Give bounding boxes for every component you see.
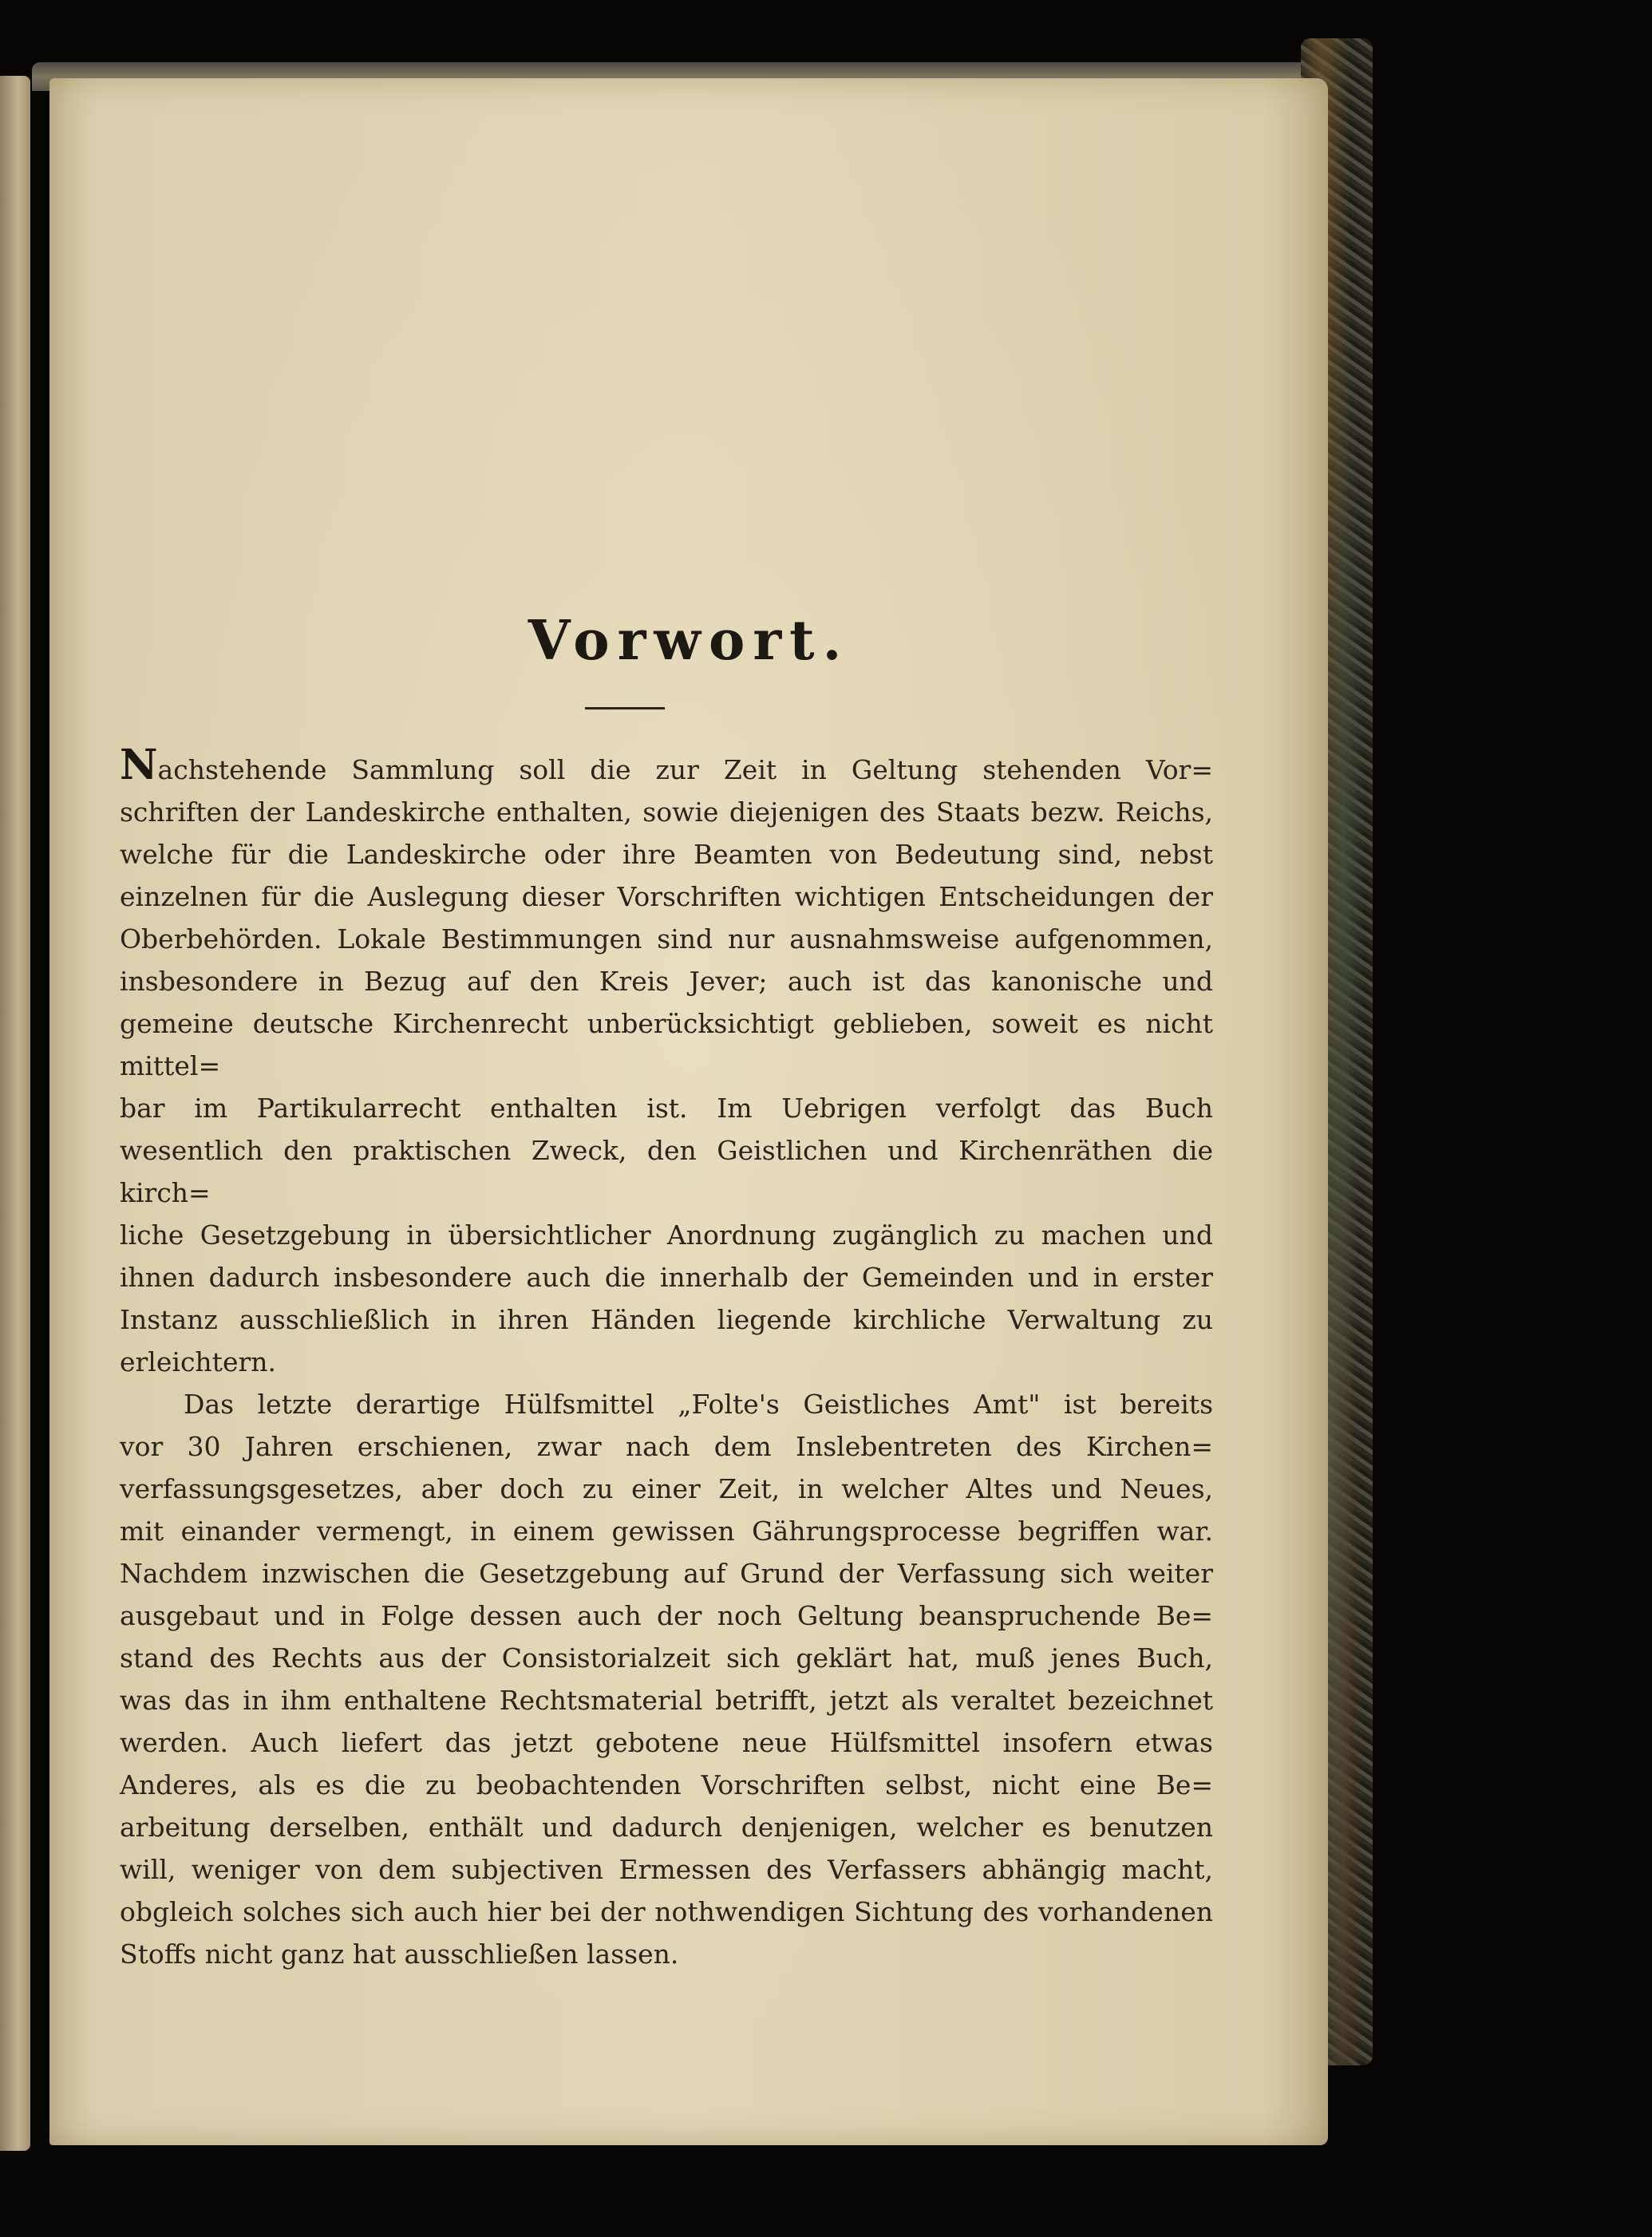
text-line: Nachdem inzwischen die Gesetzgebung auf Grund der Verfassung sich weiter [120, 1558, 1213, 1589]
page-heading: Vorwort. [528, 609, 850, 673]
book-page [49, 78, 1328, 2145]
text-line: Nachstehende Sammlung soll die zur Zeit in Geltung stehenden Vor= [120, 741, 1213, 789]
text-line: obgleich solches sich auch hier bei der nothwendigen Sichtung des vorhandenen [120, 1896, 1213, 1927]
text-line: ausgebaut und in Folge dessen auch der noch Geltung beanspruchende Be= [120, 1600, 1213, 1631]
paragraph-1 [120, 741, 1213, 1383]
facing-page-edge [0, 76, 30, 2151]
text-line: erleichtern. [120, 1346, 276, 1377]
drop-cap: N [120, 741, 158, 789]
heading-rule [585, 707, 665, 709]
text-line: stand des Rechts aus der Consistorialzeit sich geklärt hat, muß jenes Buch, [120, 1642, 1213, 1674]
text-line: ihnen dadurch insbesondere auch die innerhalb der Gemeinden und in erster [120, 1262, 1213, 1293]
text-line: Oberbehörden. Lokale Bestimmungen sind nur ausnahmsweise aufgenommen, [120, 923, 1213, 954]
text-line: Instanz ausschließlich in ihren Händen liegende kirchliche Verwaltung zu [120, 1304, 1213, 1335]
text-line: schriften der Landeskirche enthalten, sowie diejenigen des Staats bezw. Reichs, [120, 796, 1213, 828]
text-line: einzelnen für die Auslegung dieser Vorschriften wichtigen Entscheidungen der [120, 881, 1213, 912]
text-line: vor 30 Jahren erschienen, zwar nach dem Inslebentreten des Kirchen= [120, 1431, 1213, 1462]
text-line: insbesondere in Bezug auf den Kreis Jever; auch ist das kanonische und [120, 966, 1213, 997]
text-line: bar im Partikularrecht enthalten ist. Im Uebrigen verfolgt das Buch [120, 1093, 1213, 1124]
text-line: werden. Auch liefert das jetzt gebotene neue Hülfsmittel insofern etwas [120, 1727, 1213, 1758]
text-line: verfassungsgesetzes, aber doch zu einer Zeit, in welcher Altes und Neues, [120, 1473, 1213, 1504]
preface-text [120, 741, 1213, 1975]
text-line: will, weniger von dem subjectiven Ermessen des Verfassers abhängig macht, [120, 1854, 1213, 1885]
text-line: was das in ihm enthaltene Rechtsmaterial betrifft, jetzt als veraltet bezeichnet [120, 1685, 1213, 1716]
text-line: gemeine deutsche Kirchenrecht unberücksichtigt geblieben, soweit es nicht mittel= [120, 1008, 1213, 1081]
text-line: mit einander vermengt, in einem gewissen Gährungsprocesse begriffen war. [120, 1516, 1213, 1547]
text-line: arbeitung derselben, enthält und dadurch denjenigen, welcher es benutzen [120, 1812, 1213, 1843]
text-line: wesentlich den praktischen Zweck, den Geistlichen und Kirchenräthen die kirch= [120, 1135, 1213, 1208]
text-line: Das letzte derartige Hülfsmittel „Folte's Geistliches Amt" ist bereits [184, 1389, 1213, 1420]
text-line: liche Gesetzgebung in übersichtlicher Anordnung zugänglich zu machen und [120, 1219, 1213, 1251]
text-line: welche für die Landeskirche oder ihre Beamten von Bedeutung sind, nebst [120, 839, 1213, 870]
text-line: Anderes, als es die zu beobachtenden Vorschriften selbst, nicht eine Be= [120, 1769, 1213, 1800]
paragraph-2 [120, 1383, 1213, 1975]
text-line: Stoffs nicht ganz hat ausschließen lassen. [120, 1939, 679, 1970]
